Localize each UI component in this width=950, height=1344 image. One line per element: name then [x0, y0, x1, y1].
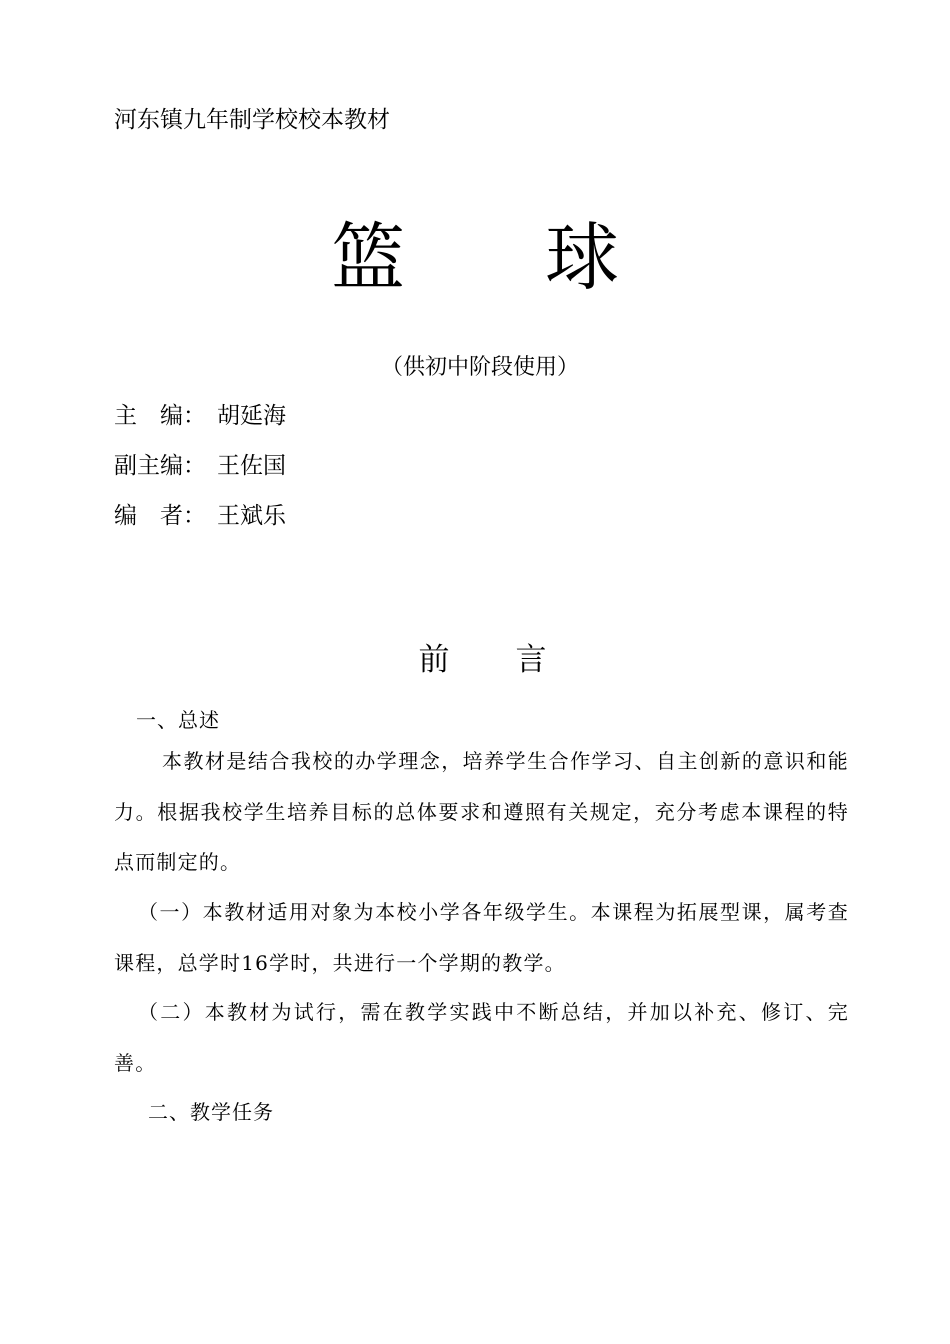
credit-label: 编 者：	[114, 503, 206, 529]
paragraph-trial: （二）本教材为试行，需在教学实践中不断总结，并加以补充、修订、完善。	[114, 1000, 849, 1075]
credit-name: 胡延海	[217, 403, 286, 429]
preface-title-char-1: 前	[418, 642, 450, 678]
credit-name: 王斌乐	[217, 503, 286, 529]
preface-title-char-2: 言	[515, 642, 547, 678]
preface-title	[0, 638, 950, 682]
paragraph-overview: 本教材是结合我校的办学理念，培养学生合作学习、自主创新的意识和能力。根据我校学生培养目标的总体要求和遵照有关规定，充分考虑本课程的特点而制定的。	[114, 749, 849, 874]
book-title-char-2: 球	[545, 215, 619, 301]
book-title	[0, 213, 950, 303]
credit-name: 王佐国	[217, 453, 286, 479]
book-title-char-1: 篮	[331, 215, 405, 301]
credit-author	[114, 500, 286, 532]
credit-chief-editor	[114, 400, 286, 432]
paragraph-scope: （一）本教材适用对象为本校小学各年级学生。本课程为拓展型课，属考查课程，总学时16学时，共进行一个学期的教学。	[114, 900, 849, 975]
section-heading-overview: 一、总述	[136, 708, 220, 732]
credit-label: 主 编：	[114, 403, 206, 429]
credit-label: 副主编：	[114, 453, 206, 479]
section-heading-teaching-tasks: 二、教学任务	[148, 1100, 274, 1124]
book-subtitle: （供初中阶段使用）	[380, 355, 579, 380]
credit-deputy-editor	[114, 450, 286, 482]
school-line: 河东镇九年制学校校本教材	[114, 107, 390, 133]
